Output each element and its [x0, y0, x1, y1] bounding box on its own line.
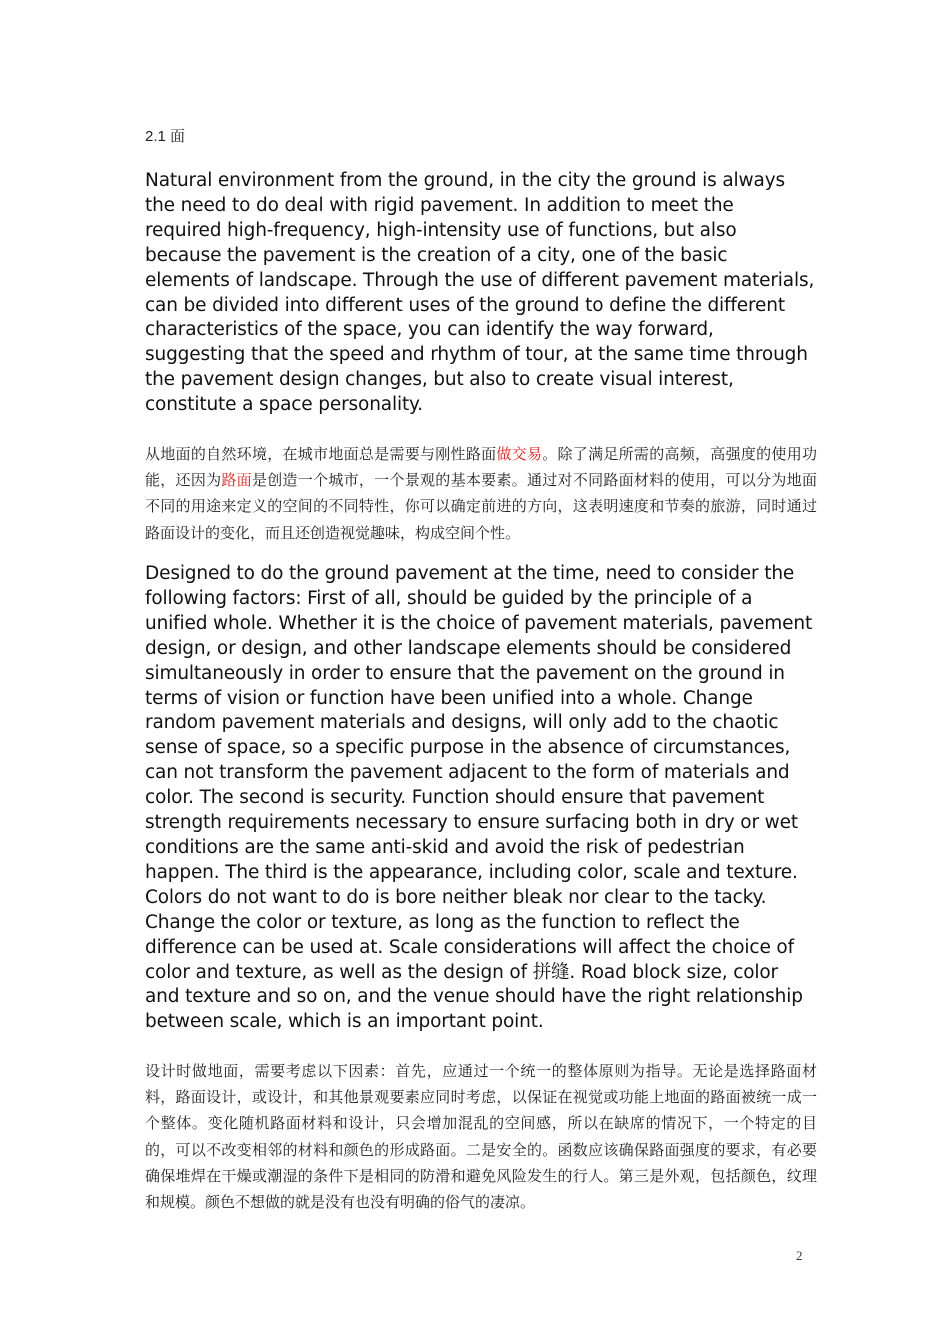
highlighted-term-2: 路面: [221, 471, 252, 490]
highlighted-term-1: 做交易: [496, 445, 543, 463]
paragraph-chinese-1-text-b: 。除了满足所需的高频，高强度的使用功能，还因为: [145, 445, 817, 490]
section-heading: 2.1 面: [145, 128, 186, 145]
paragraph-chinese-1-text-a: 从地面的自然环境，在城市地面总是需要与刚性路面: [145, 445, 497, 463]
paragraph-english-2: Designed to do the ground pavement at the time, need to consider the following factors: First of all, should be guided by the principle of a unified whole. Whether it is the choice of pavement materials, pavement design, or design, and other landscape elements should be considered simultaneously in order to ensure that the pavement on the ground in terms of vision or function have been unified into a whole. Change random pavement materials and designs, will only add to the chaotic sense of space, so a specific purpose in the absence of circumstances, can not transform the pavement adjacent to the form of materials and color. The second is security. Function should ensure that pavement strength requirements necessary to ensure surfacing both in dry or wet conditions are the same anti-skid and avoid the risk of pedestrian happen. The third is the appearance, including color, scale and texture. Colors do not want to do is bore neither bleak nor clear to the tacky. Change the color or texture, as long as the function to reflect the difference can be used at. Scale considerations will affect the choice of color and texture, as well as the design of 拼缝. Road block size, color and texture and so on, and the venue should have the right relationship between scale, which is an important point.: [145, 563, 813, 1033]
page-number: 2: [796, 1248, 803, 1263]
paragraph-english-1: Natural environment from the ground, in the city the ground is always the need to do deal with rigid pavement. In addition to meet the required high-frequency, high-intensity use of functions, but also because the pavement is the creation of a city, one of the basic elements of landscape. Through the use of different pavement materials, can be divided into different uses of the ground to define the different characteristics of the space, you can identify the way forward, suggesting that the speed and rhythm of tour, at the same time through the pavement design changes, but also to create visual interest, constitute a space personality.: [145, 170, 815, 416]
paragraph-chinese-1-text-c: 是创造一个城市，一个景观的基本要素。通过对不同路面材料的使用，可以分为地面不同的用途来定义的空间的不同特性，你可以确定前进的方向，这表明速度和节奏的旅游，同时通过路面设计的变化，而且还创造视觉趣味，构成空间个性。: [145, 471, 817, 542]
paragraph-chinese-1: [145, 441, 817, 546]
paragraph-chinese-2: 设计时做地面，需要考虑以下因素：首先，应通过一个统一的整体原则为指导。无论是选择路面材料，路面设计，或设计，和其他景观要素应同时考虑，以保证在视觉或功能上地面的路面被统一成一个整体。变化随机路面材料和设计，只会增加混乱的空间感，所以在缺席的情况下，一个特定的目的，可以不改变相邻的材料和颜色的形成路面。二是安全的。函数应该确保路面强度的要求，有必要确保堆焊在干燥或潮湿的条件下是相同的防滑和避免风险发生的行人。第三是外观，包括颜色，纹理和规模。颜色不想做的就是没有也没有明确的俗气的凄凉。: [145, 1062, 817, 1212]
